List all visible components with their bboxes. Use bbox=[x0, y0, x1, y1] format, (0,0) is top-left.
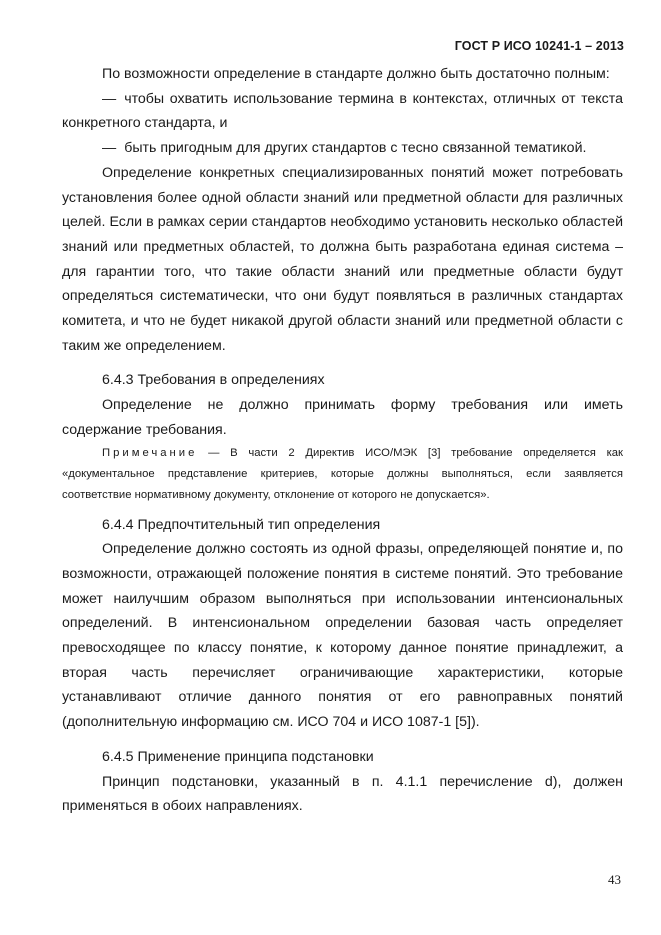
note-text: — В части 2 Директив ИСО/МЭК [3] требование определяется как «документальное представление критериев, которые должны выполняться, если заявляется соответствие нормативному документу, отклонение от которого не допускается». bbox=[62, 446, 624, 501]
list-item-2 bbox=[62, 136, 623, 161]
spacer bbox=[62, 735, 623, 745]
list-item-text: чтобы охватить использование термина в контекстах, отличных от текста конкретного стандарта, и bbox=[62, 90, 623, 132]
section-heading-6-4-5: 6.4.5 Применение принципа подстановки bbox=[102, 748, 374, 765]
document-body bbox=[62, 62, 623, 819]
section-6-4-4-paragraph: Определение должно состоять из одной фразы, определяющей понятие и, по возможности, отражающей положение понятия в системе понятий. Это требование может наилучшим образом выполняться при использовании интенсиональных определений. В интенсиональном определении базовая часть определяет превосходящее по классу понятие, к которому данное понятие принадлежит, а вторая часть перечисляет ограничивающие характеристики, которые устанавливают отличие данного понятия от его равноправных понятий (дополнительную информацию см. ИСО 704 и ИСО 1087-1 [5]). bbox=[62, 541, 623, 731]
section-6-4-5-paragraph: Принцип подстановки, указанный в п. 4.1.1 перечисление d), должен применяться в обоих направлениях. bbox=[62, 773, 623, 815]
list-item-1 bbox=[62, 87, 623, 136]
spacer bbox=[62, 358, 623, 368]
spacer bbox=[62, 506, 623, 513]
note-label: Примечание bbox=[102, 446, 198, 459]
list-item-text: быть пригодным для других стандартов с тесно связанной тематикой. bbox=[124, 140, 587, 157]
section-heading-6-4-4: 6.4.4 Предпочтительный тип определения bbox=[102, 516, 381, 533]
body-paragraph-intro: По возможности определение в стандарте должно быть достаточно полным: bbox=[102, 66, 610, 82]
note bbox=[62, 443, 623, 506]
list-dash: — bbox=[102, 90, 117, 107]
document-header: ГОСТ Р ИСО 10241-1 – 2013 bbox=[454, 39, 624, 53]
section-heading-6-4-3: 6.4.3 Требования в определениях bbox=[102, 372, 325, 389]
body-paragraph-domains: Определение конкретных специализированных понятий может потребовать установления более одной области знаний или предметной области для различных целей. Если в рамках серии стандартов необходимо установить несколько областей знаний или предметных областей, то должна быть разработана единая система – для гарантии того, что такие области знаний или предметные области будут определяться систематически, что они будут появляться в различных стандартах комитета, и что не будет никакой другой области знаний или предметной области с таким же определением. bbox=[62, 164, 623, 354]
list-dash: — bbox=[102, 140, 117, 157]
page-number: 43 bbox=[608, 872, 621, 887]
section-6-4-3-paragraph: Определение не должно принимать форму требования или иметь содержание требования. bbox=[62, 397, 623, 438]
